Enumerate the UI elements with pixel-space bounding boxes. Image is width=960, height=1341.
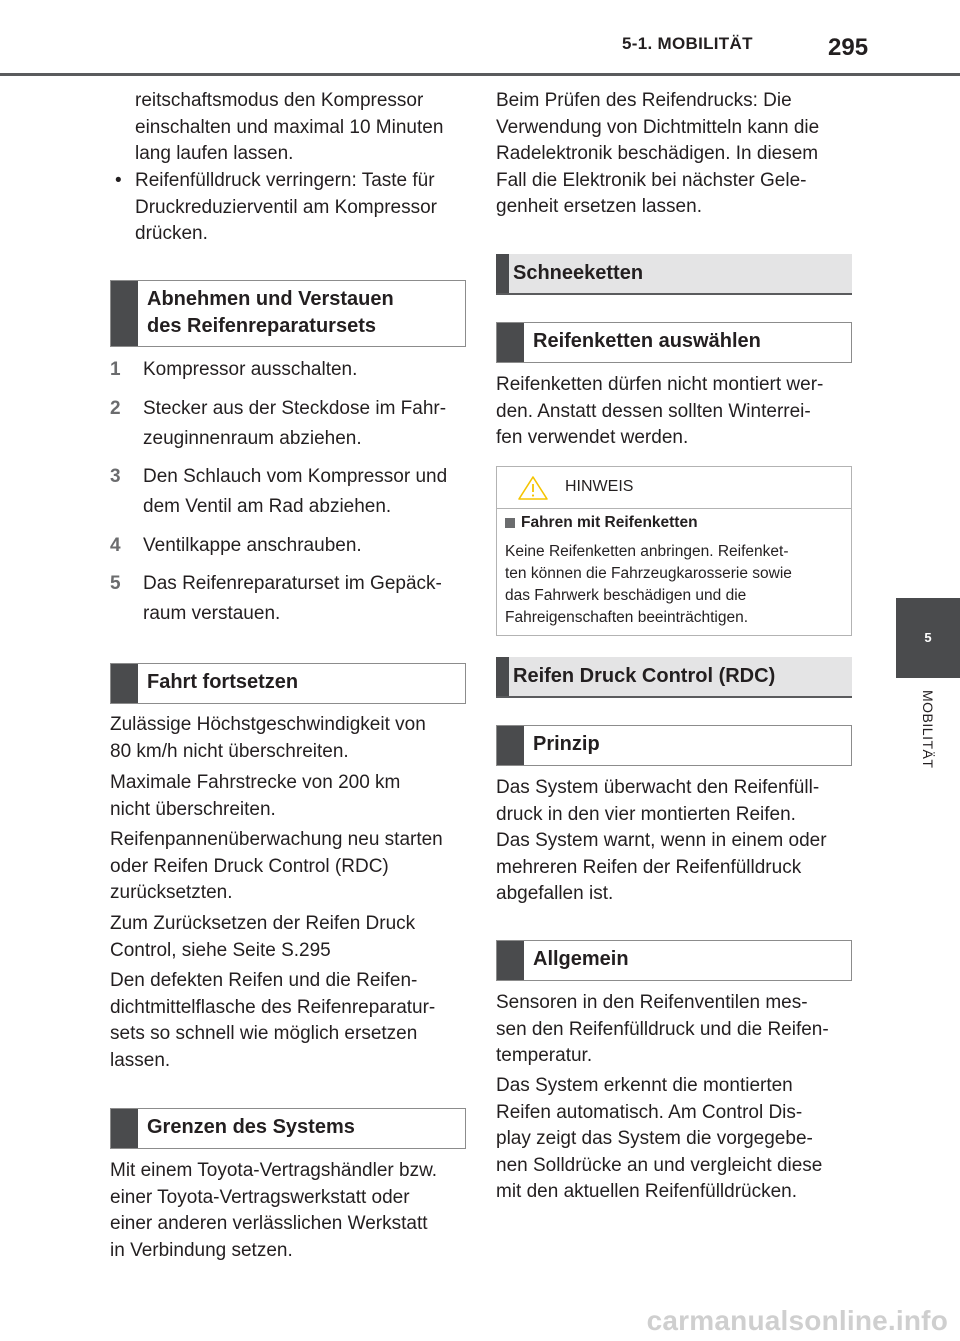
step-number: 4 xyxy=(110,535,121,556)
subheading-bar xyxy=(497,323,524,362)
paragraph: Beim Prüfen des Reifendrucks: Die Verwendung von Dichtmitteln kann die Radelektronik beschädigen. In diesem Fall die Elektronik bei nächster Gele- genheit ersetzen lassen. xyxy=(496,90,820,217)
section-heading-bar xyxy=(496,657,509,696)
note-body: Keine Reifenketten anbringen. Reifenket- ten können die Fahrzeugkarosserie sowie das Fahrwerk beschädigen und die Fahreigenschaften beeinträchtigen. xyxy=(505,543,792,626)
running-header-section: 5-1. MOBILITÄT xyxy=(622,34,753,53)
square-bullet-icon xyxy=(505,518,515,528)
step-item: 4 Ventilkappe anschrauben. xyxy=(110,531,470,561)
note-box xyxy=(496,466,852,636)
paragraph: Zulässige Höchstgeschwindigkeit von 80 km/h nicht überschreiten. xyxy=(110,714,426,762)
step-item: 5 Das Reifenreparaturset im Gepäck- raum verstauen. xyxy=(110,569,470,629)
chapter-label: MOBILITÄT xyxy=(920,690,936,769)
paragraph: Maximale Fahrstrecke von 200 km nicht überschreiten. xyxy=(110,772,401,820)
subheading-box xyxy=(496,940,852,981)
subheading-title: Fahrt fortsetzen xyxy=(147,671,299,693)
step-item: 2 Stecker aus der Steckdose im Fahr- zeuginnenraum abziehen. xyxy=(110,394,470,454)
subheading-box xyxy=(110,1108,466,1149)
bullet-symbol: • xyxy=(115,170,122,191)
subheading-box xyxy=(496,725,852,766)
subheading-box xyxy=(110,280,466,347)
note-label: HINWEIS xyxy=(565,478,634,495)
watermark: carmanualsonline.info xyxy=(646,1305,948,1336)
paragraph: Sensoren in den Reifenventilen mes- sen den Reifenfülldruck und die Reifen- temperatur. xyxy=(496,992,829,1066)
paragraph: Reifenketten dürfen nicht montiert wer- den. Anstatt dessen sollten Winterrei- fen verwendet werden. xyxy=(496,374,824,448)
paragraph: Den defekten Reifen und die Reifen- dichtmittelflasche des Reifenreparatur- sets so schnell wie möglich ersetzen lassen. xyxy=(110,970,436,1071)
section-heading-title: Schneeketten xyxy=(513,262,644,284)
text-line: lang laufen lassen. xyxy=(135,143,294,164)
text-line: drücken. xyxy=(135,223,208,244)
subheading-box xyxy=(110,663,466,704)
warning-triangle-icon xyxy=(517,475,549,506)
page-number: 295 xyxy=(828,34,869,61)
text-line: Druckreduzierventil am Kompressor xyxy=(135,196,437,218)
step-number: 5 xyxy=(110,573,121,594)
note-header xyxy=(497,467,851,509)
subheading-title: Grenzen des Systems xyxy=(147,1116,355,1138)
subheading-bar xyxy=(111,664,138,703)
paragraph: Reifenpannenüberwachung neu starten oder Reifen Druck Control (RDC) zurücksetzten. xyxy=(110,829,443,903)
chapter-label-vertical xyxy=(896,690,960,800)
subheading-title: Abnehmen und Verstauen des Reifenreparatursets xyxy=(147,288,394,337)
subheading-bar xyxy=(497,941,524,980)
paragraph: Das System erkennt die montierten Reifen automatisch. Am Control Dis- play zeigt das System die vorgegebe- nen Solldrücke an und vergleicht diese mit den aktuellen Reifenfülldrücken. xyxy=(496,1075,823,1202)
subheading-bar xyxy=(111,281,138,346)
subheading-bar xyxy=(111,1109,138,1148)
subheading-title: Prinzip xyxy=(533,733,600,755)
paragraph: Mit einem Toyota-Vertragshändler bzw. einer Toyota-Vertragswerkstatt oder einer anderen verlässlichen Werkstatt in Verbindung setzen. xyxy=(110,1160,438,1261)
header-rule xyxy=(0,73,960,76)
chapter-tab xyxy=(896,598,960,678)
intro-paragraph xyxy=(135,88,475,168)
step-number: 1 xyxy=(110,359,121,380)
chapter-number: 5 xyxy=(924,630,932,645)
section-heading xyxy=(496,254,852,295)
section-heading-bar xyxy=(496,254,509,293)
text-line: einschalten und maximal 10 Minuten xyxy=(135,116,444,138)
subheading-bar xyxy=(497,726,524,765)
step-item: 3 Den Schlauch vom Kompressor und dem Ventil am Rad abziehen. xyxy=(110,462,470,522)
bullet-item xyxy=(115,168,475,248)
note-title: Fahren mit Reifenketten xyxy=(521,514,698,531)
section-heading-title: Reifen Druck Control (RDC) xyxy=(513,665,776,687)
text-line: reitschaftsmodus den Kompressor xyxy=(135,90,424,111)
step-item: 1 Kompressor ausschalten. xyxy=(110,355,470,385)
subheading-title: Allgemein xyxy=(533,948,629,970)
step-number: 3 xyxy=(110,466,121,487)
step-number: 2 xyxy=(110,398,121,419)
subheading-title: Reifenketten auswählen xyxy=(533,330,761,352)
paragraph: Zum Zurücksetzen der Reifen Druck Control, siehe Seite S.295 xyxy=(110,913,416,961)
section-heading xyxy=(496,657,852,698)
text-line: Reifenfülldruck verringern: Taste für xyxy=(135,170,435,191)
paragraph: Das System überwacht den Reifenfüll- druck in den vier montierten Reifen. Das System warnt, wenn in einem oder mehreren Reifen der Reifenfülldruck abgefallen ist. xyxy=(496,777,827,904)
subheading-box xyxy=(496,322,852,363)
